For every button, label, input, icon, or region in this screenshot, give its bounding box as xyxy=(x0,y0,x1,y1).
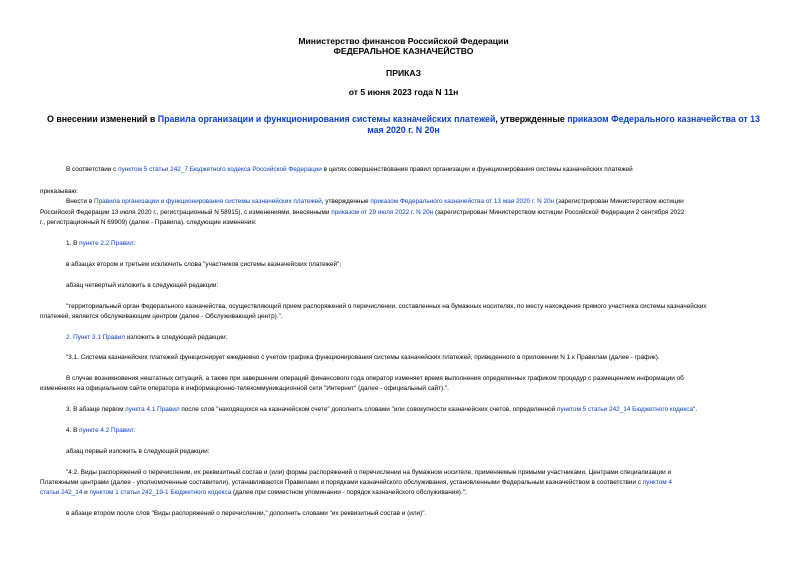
text-run: Внести в xyxy=(66,198,94,205)
article-242-14-link[interactable]: пунктом 5 статьи 242_14 Бюджетного кодекса xyxy=(557,406,694,413)
rules-link[interactable]: Правила организации и функционирования системы казначейских платежей xyxy=(93,198,322,205)
item-2b-line2: изменениях на официальном сайте оператора в информационно-телекоммуникационной сети "Интернет" (далее - официальный сайт).". xyxy=(40,385,449,392)
paragraph-amend-line1 xyxy=(66,197,684,208)
text-run: (зарегистрирован Министерством юстиции xyxy=(554,198,684,205)
text-run: 1. В xyxy=(66,240,80,247)
title-order-link[interactable]: приказом Федерального казначейства от 13 мая 2020 г. N 20н xyxy=(367,114,760,135)
item-3 xyxy=(66,405,697,416)
text-run: (зарегистрирован Министерством юстиции Российской Федерации 2 сентября 2022 xyxy=(433,209,685,216)
text-run: после слов "находящихся на казначейском счете" дополнить словами "или совокупности казначейских счетов, определенной xyxy=(179,406,558,413)
text-run: ". xyxy=(693,406,698,413)
title-rules-link[interactable]: Правила организации и функционирования системы казначейских платежей xyxy=(157,114,496,124)
paragraph-basis xyxy=(66,165,633,176)
text-run: и xyxy=(82,489,90,496)
item-4b-line3 xyxy=(40,488,467,499)
text-run: В соответствии с xyxy=(66,166,119,173)
item-2b-line1: В случае возникновения нештатных ситуаций, а также при завершении операций финансового года оператор изменяет время выполнения определенных графиком процедур с размещением информации об xyxy=(66,375,684,382)
ministry-heading: Министерство финансов Российской Федерации xyxy=(298,36,509,46)
date-number: от 5 июня 2023 года N 11н xyxy=(348,87,459,97)
text-run: , утвержденные xyxy=(321,198,371,205)
order-20n-link[interactable]: приказом Федерального казначейства от 13 мая 2020 г. N 20н xyxy=(370,198,555,205)
item-1c-line2: платежей, является обслуживающим центром (далее - Обслуживающий центр).". xyxy=(40,313,283,320)
item-4a: абзац первый изложить в следующей редакции: xyxy=(66,448,210,455)
article-242-19-1-link[interactable]: пунктом 1 статьи 242_19-1 Бюджетного кодекса xyxy=(89,489,232,496)
budget-code-link[interactable]: пунктом 5 статьи 242_7 Бюджетного кодекса Российской Федерации xyxy=(118,166,322,173)
text-run: (далее при совместном упоминании - порядок казначейского обслуживания)."; xyxy=(231,489,467,496)
title-middle: , утвержденные xyxy=(495,114,568,124)
item-4b-line1: "4.2. Виды распоряжений о перечислении, их реквизитный состав и (или) формы распоряжений о перечислении на бумажном носителе, применяемые прямыми участниками, Центрами специализации и xyxy=(66,469,672,476)
doc-type-heading: ПРИКАЗ xyxy=(386,68,421,78)
treasury-heading: ФЕДЕРАЛЬНОЕ КАЗНАЧЕЙСТВО xyxy=(333,46,474,56)
item-2a: "3.1. Система казначейских платежей функционирует ежедневно с учетом графика функционирования системы казначейских платежей, приведенного в приложении N 1 к Правилам (далее - график). xyxy=(66,354,660,361)
text-run: 4. В xyxy=(66,427,80,434)
text-run: изложить в следующей редакции: xyxy=(125,334,228,341)
paragraph-amend-line2 xyxy=(40,208,684,219)
paragraph-order: приказываю: xyxy=(40,188,78,195)
point-2-2-link[interactable]: пункте 2.2 Правил xyxy=(79,240,134,247)
item-1c-line1: "территориальный орган Федерального казначейства, осуществляющий прием распоряжений о перечислении, составленных на бумажных носителях, по месту нахождения прямого участника системы казначейских xyxy=(66,303,707,310)
article-242-14-link-2[interactable]: статьи 242_14 xyxy=(40,489,83,496)
text-run: в целях совершенствования правил организации и функционирования системы казначейских платежей xyxy=(321,166,633,173)
text-run: : xyxy=(133,240,136,247)
document-title xyxy=(40,114,767,136)
item-1b: абзац четвертый изложить в следующей редакции: xyxy=(66,282,219,289)
item-4b-line2 xyxy=(40,478,672,489)
text-run: Российской Федерации 13 июля 2020 г., регистрационный N 58915), с изменениями, внесенными xyxy=(40,209,332,216)
paragraph-amend-line3: г., регистрационный N 69909) (далее - Правила), следующие изменения: xyxy=(40,219,257,226)
text-run: 3. В абзаце первом xyxy=(66,406,126,413)
item-4c: в абзаце втором после слов "Виды распоряжений о перечислении," дополнить словами "их реквизитный состав и (или)". xyxy=(66,510,427,517)
point-4-1-link[interactable]: пункта 4.1 Правил xyxy=(125,406,180,413)
item-1 xyxy=(66,239,135,250)
point-4-link[interactable]: пунктом 4 xyxy=(642,479,672,486)
title-prefix: О внесении изменений в xyxy=(47,114,158,124)
item-2 xyxy=(66,333,227,344)
point-3-1-link[interactable]: 2. Пункт 3.1 Правил xyxy=(66,334,126,341)
point-4-2-link[interactable]: пункте 4.2 Правил xyxy=(79,427,134,434)
text-run: Платежными центрами (далее - уполномоченные составители), устанавливаются Правилами и порядками казначейского обслуживания, установленными Федеральным казначейством в соответствии с xyxy=(40,479,643,486)
item-1a: в абзацах втором и третьем исключить слова "участников системы казначейских платежей"; xyxy=(66,261,342,268)
order-2022-link[interactable]: приказом от 29 июля 2022 г. N 20н xyxy=(331,209,434,216)
item-4 xyxy=(66,426,135,437)
text-run: : xyxy=(133,427,136,434)
